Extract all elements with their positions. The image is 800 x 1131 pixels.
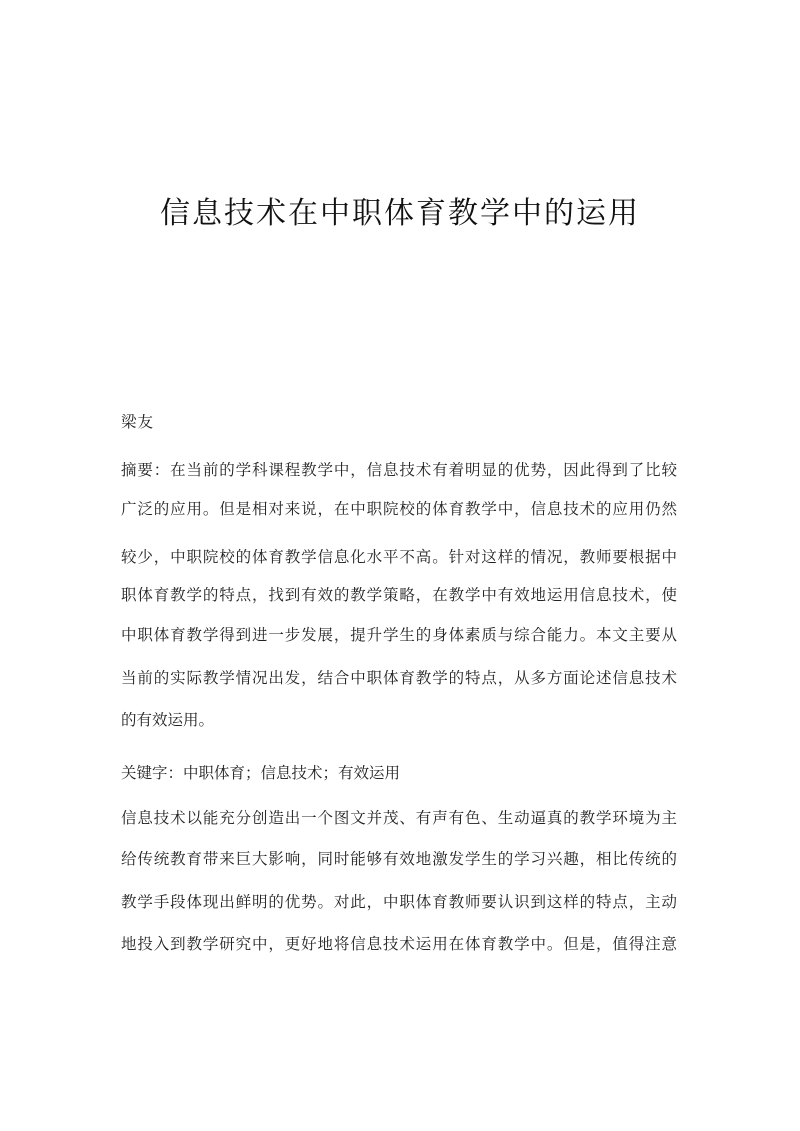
body-line: 给传统教育带来巨大影响，同时能够有效地激发学生的学习兴趣，相比传统的 (121, 850, 677, 868)
body-line: 信息技术以能充分创造出一个图文并茂、有声有色、生动逼真的教学环境为主 (121, 809, 677, 827)
abstract-line: 职体育教学的特点，找到有效的教学策略，在教学中有效地运用信息技术，使 (121, 586, 677, 604)
abstract-line: 广泛的应用。但是相对来说，在中职院校的体育教学中，信息技术的应用仍然 (121, 500, 677, 518)
body-line: 教学手段体现出鲜明的优势。对此，中职体育教师要认识到这样的特点，主动 (121, 893, 677, 911)
abstract-line: 当前的实际教学情况出发，结合中职体育教学的特点，从多方面论述信息技术 (121, 669, 677, 687)
body-line: 地投入到教学研究中，更好地将信息技术运用在体育教学中。但是，值得注意 (121, 935, 677, 953)
document-title: 信息技术在中职体育教学中的运用 (160, 196, 640, 231)
abstract-line: 中职体育教学得到进一步发展，提升学生的身体素质与综合能力。本文主要从 (121, 626, 677, 644)
abstract-line: 较少，中职院校的体育教学信息化水平不高。针对这样的情况，教师要根据中 (121, 548, 677, 566)
abstract-line: 摘要：在当前的学科课程教学中，信息技术有着明显的优势，因此得到了比较 (121, 461, 677, 479)
abstract-line: 的有效运用。 (121, 711, 215, 729)
author-name: 梁友 (121, 413, 155, 431)
keywords: 关键字：中职体育；信息技术；有效运用 (121, 764, 401, 782)
